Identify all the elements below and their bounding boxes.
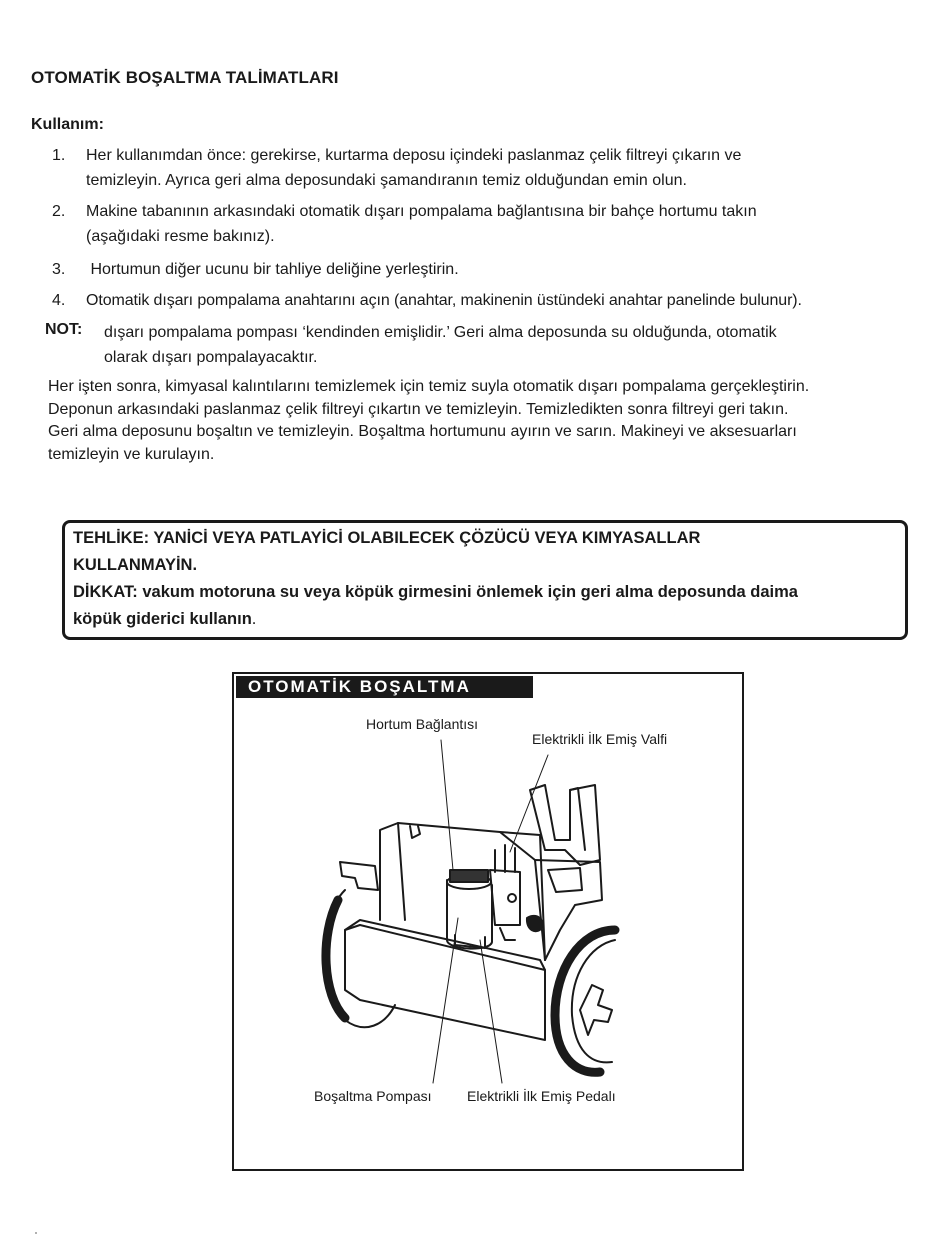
usage-heading: Kullanım:	[31, 116, 104, 133]
prime-valve	[490, 845, 520, 940]
right-wheel	[555, 930, 615, 1072]
paragraph-line: temizleyin ve kurulayın.	[48, 445, 215, 463]
knob	[527, 916, 543, 931]
caution-text: köpük giderici kullanın	[73, 610, 252, 628]
step-number: 3.	[52, 261, 66, 278]
caution-line: DİKKAT: vakum motoruna su veya köpük girmesini önlemek için geri alma deposunda daima	[73, 583, 798, 601]
danger-line: TEHLİKE: YANİCİ VEYA PATLAYİCİ OLABILECEK ÇÖZÜCÜ VEYA KIMYASALLAR	[73, 529, 701, 547]
drain-pump-label: Boşaltma Pompası	[314, 1088, 432, 1104]
step-line: Her kullanımdan önce: gerekirse, kurtarma deposu içindeki paslanmaz çelik filtreyi çıkarın ve	[86, 147, 742, 164]
step-line: Hortumun diğer ucunu bir tahliye deliğine yerleştirin.	[86, 261, 459, 278]
prime-valve-label: Elektrikli İlk Emiş Valfi	[532, 731, 668, 747]
step-number: 1.	[52, 147, 66, 164]
step-number: 2.	[52, 203, 66, 220]
drain-pump	[447, 870, 492, 949]
machine-body	[345, 823, 602, 1040]
step-number: 4.	[52, 292, 66, 309]
note-line: olarak dışarı pompalayacaktır.	[104, 349, 318, 366]
step-line: Makine tabanının arkasındaki otomatik dışarı pompalama bağlantısına bir bahçe hortumu takın	[86, 203, 757, 220]
note-label: NOT:	[45, 321, 83, 338]
page-mark	[35, 1232, 37, 1234]
left-wheel	[324, 890, 395, 1027]
page-title: OTOMATİK BOŞALTMA TALİMATLARI	[31, 68, 339, 87]
danger-line: KULLANMAYİN.	[73, 556, 198, 574]
step-line: temizleyin. Ayrıca geri alma deposundaki şamandıranın temiz olduğundan emin olun.	[86, 172, 687, 189]
paragraph-line: Geri alma deposunu boşaltın ve temizleyin. Boşaltma hortumunu ayırın ve sarın. Makineyi ve aksesuarları	[48, 423, 797, 440]
figure-title: OTOMATİK BOŞALTMA	[236, 676, 533, 698]
paragraph-line: Her işten sonra, kimyasal kalıntılarını temizlemek için temiz suyla otomatik dışarı pompalama gerçekleştirin.	[48, 378, 810, 395]
handle-detail	[570, 788, 585, 850]
caution-period: .	[251, 610, 257, 628]
hose-connection-label: Hortum Bağlantısı	[366, 716, 479, 732]
step-line: Otomatik dışarı pompalama anahtarını açın (anahtar, makinenin üstündeki anahtar panelinde bulunur).	[86, 292, 802, 309]
note-line: dışarı pompalama pompası ‘kendinden emişlidir.’ Geri alma deposunda su olduğunda, otomatik	[104, 324, 777, 341]
left-handle	[340, 862, 378, 890]
prime-pedal-label: Elektrikli İlk Emiş Pedalı	[467, 1088, 616, 1104]
step-line: (aşağıdaki resme bakınız).	[86, 228, 275, 245]
paragraph-line: Deponun arkasındaki paslanmaz çelik filtreyi çıkartın ve temizleyin. Temizledikten sonra filtreyi geri takın.	[48, 400, 789, 418]
